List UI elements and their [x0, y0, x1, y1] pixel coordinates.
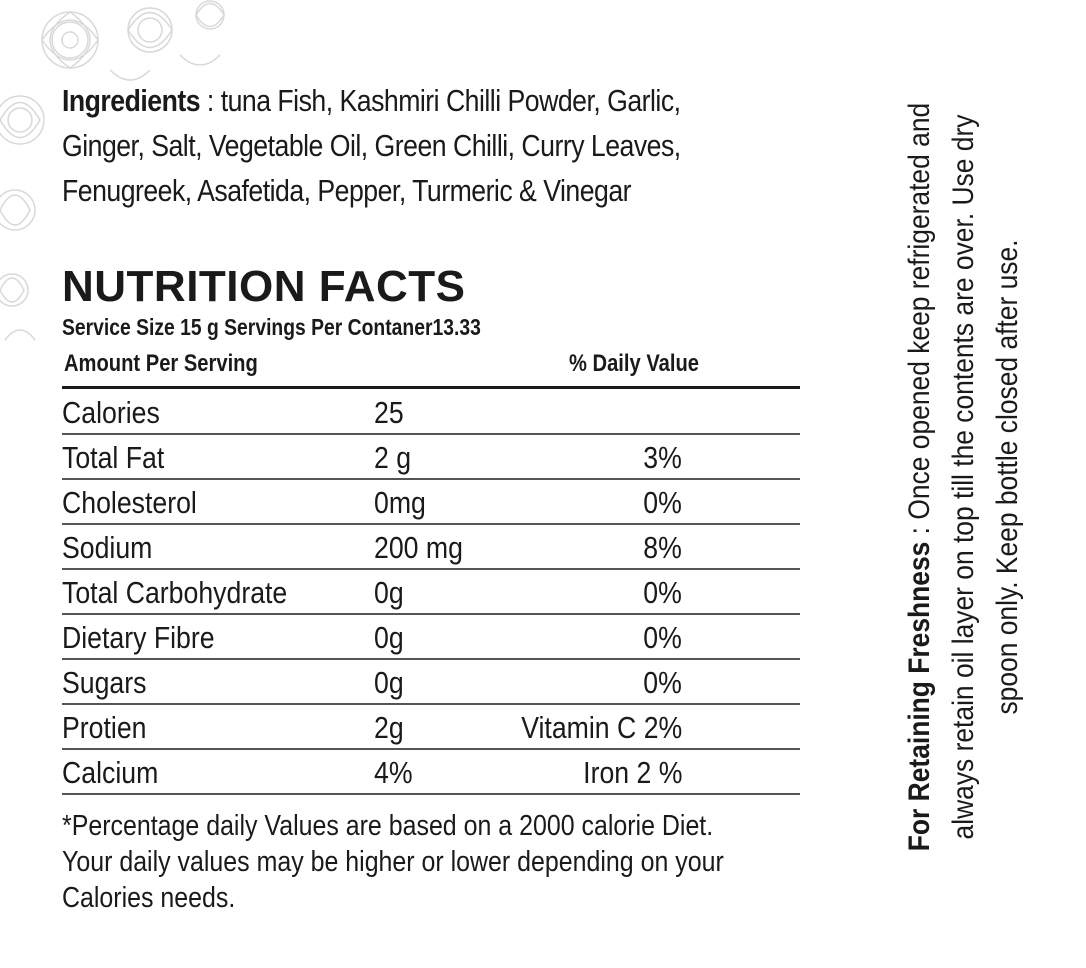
table-row [62, 750, 800, 795]
nutrient-daily-value: 0% [643, 665, 682, 700]
header-amount-per-serving: Amount Per Serving [64, 350, 258, 377]
nutrient-name: Calcium [62, 755, 159, 790]
nutrient-daily-value: 8% [643, 530, 682, 565]
nutrient-daily-value: Vitamin C 2% [520, 710, 682, 745]
table-row [62, 525, 800, 570]
table-row [62, 660, 800, 705]
table-row [62, 570, 800, 615]
table-row [62, 615, 800, 660]
nutrient-name: Cholesterol [62, 485, 197, 520]
nutrient-name: Total Carbohydrate [62, 575, 288, 610]
header-daily-value: % Daily Value [569, 350, 699, 377]
nutrient-amount: 4% [374, 755, 413, 790]
nutrition-facts-title: NUTRITION FACTS [62, 262, 466, 311]
freshness-note [898, 42, 1030, 912]
nutrition-table [62, 390, 800, 795]
freshness-text: : Once opened keep refrigerated and always retain oil layer on top till the contents are over. Use dry spoon only. Keep bottle closed after use. [903, 102, 1024, 840]
nutrient-daily-value: Iron 2 % [582, 755, 682, 790]
nutrient-amount: 0mg [374, 485, 426, 520]
table-row [62, 390, 800, 435]
nutrient-daily-value: 0% [643, 575, 682, 610]
nutrient-daily-value: 0% [643, 485, 682, 520]
nutrient-name: Dietary Fibre [62, 620, 215, 655]
ingredients-label: Ingredients [62, 83, 201, 118]
ingredients-text [62, 78, 716, 213]
nutrient-daily-value: 0% [643, 620, 682, 655]
nutrient-name: Calories [62, 395, 160, 430]
nutrient-daily-value: 3% [643, 440, 682, 475]
nutrient-name: Protien [62, 710, 147, 745]
nutrient-name: Total Fat [62, 440, 165, 475]
nutrient-amount: 0g [374, 665, 404, 700]
nutrient-amount: 200 mg [374, 530, 463, 565]
nutrient-name: Sodium [62, 530, 153, 565]
nutrient-amount: 0g [374, 620, 404, 655]
nutrient-amount: 2 g [374, 440, 412, 475]
nutrient-name: Sugars [62, 665, 147, 700]
nutrient-amount: 25 [374, 395, 404, 430]
table-row [62, 705, 800, 750]
freshness-label: For Retaining Freshness [903, 541, 936, 852]
ingredients-list: : tuna Fish, Kashmiri Chilli Powder, Garlic, Ginger, Salt, Vegetable Oil, Green Chilli, Curry Leaves, Fenugreek, Asafetida, Pepper, Turmeric & Vinegar [62, 83, 681, 208]
table-row [62, 480, 800, 525]
serving-size: Service Size 15 g Servings Per Contaner13.33 [62, 314, 481, 340]
nutrient-amount: 0g [374, 575, 404, 610]
daily-value-footnote: *Percentage daily Values are based on a 2000 calorie Diet. Your daily values may be higher or lower depending on your Calories needs. [62, 810, 724, 914]
table-row [62, 435, 800, 480]
nutrient-amount: 2g [374, 710, 404, 745]
nutrition-table-header [62, 346, 800, 389]
